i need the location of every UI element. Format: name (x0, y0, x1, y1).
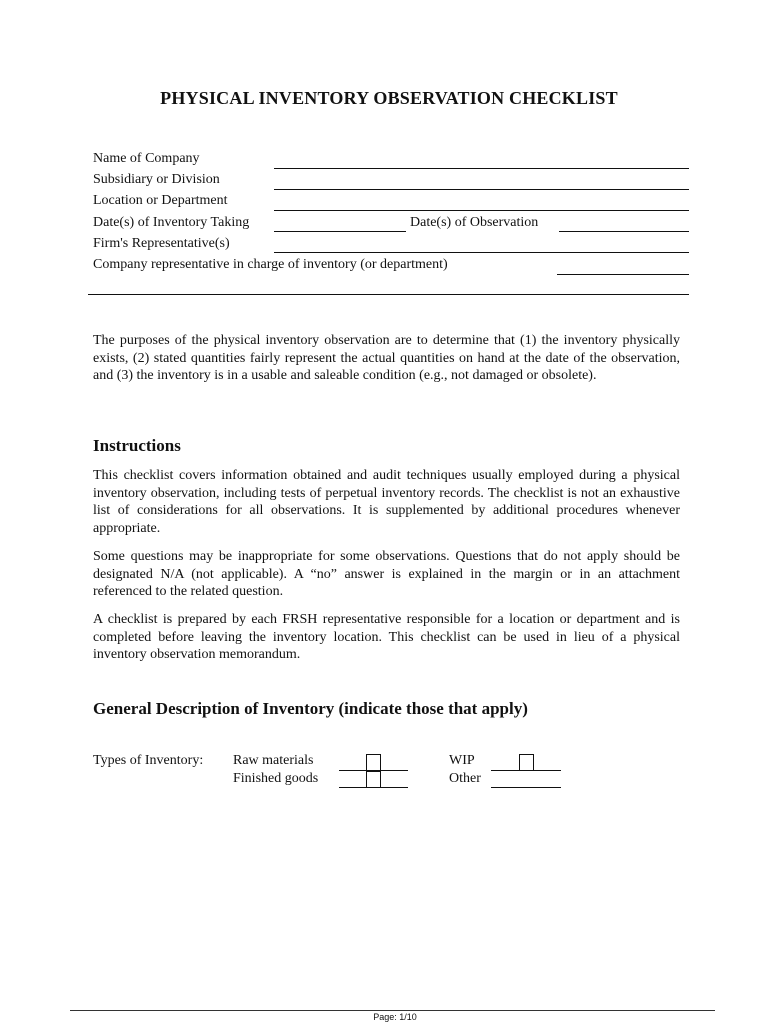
observation-dates-label: Date(s) of Observation (410, 215, 539, 230)
firm-rep-field[interactable] (274, 252, 689, 253)
wip-label: WIP (449, 753, 475, 768)
observation-dates-field[interactable] (559, 231, 689, 232)
company-rep-label: Company representative in charge of inventory (or department) (93, 257, 448, 272)
wip-checkbox[interactable] (519, 754, 534, 771)
finished-goods-checkbox[interactable] (366, 771, 381, 788)
raw-materials-checkbox[interactable] (366, 754, 381, 771)
company-name-field[interactable] (274, 168, 689, 169)
header-divider (88, 294, 689, 295)
general-description-heading: General Description of Inventory (indicate those that apply) (93, 699, 528, 718)
instructions-paragraph-2: Some questions may be inappropriate for some observations. Questions that do not apply should be designated N/A (not applicable). A “no” answer is explained in the margin or in an attachment referenced to the related question. (93, 549, 680, 599)
subsidiary-field[interactable] (274, 189, 689, 190)
inventory-dates-label: Date(s) of Inventory Taking (93, 215, 250, 230)
location-label: Location or Department (93, 193, 228, 208)
purpose-paragraph: The purposes of the physical inventory observation are to determine that (1) the inventory physically exists, (2) stated quantities fairly represent the actual quantities on hand at the date of the observation, and (3) the inventory is in a usable and saleable condition (e.g., not damaged or obsolete). (93, 333, 680, 383)
page-number: Page: 1/10 (373, 1012, 417, 1022)
other-label: Other (449, 771, 481, 786)
footer-rule (70, 1010, 715, 1011)
subsidiary-label: Subsidiary or Division (93, 172, 220, 187)
instructions-paragraph-3: A checklist is prepared by each FRSH representative responsible for a location or department and is completed before leaving the inventory location. This checklist can be used in lieu of a physical inventory observation memorandum. (93, 612, 680, 662)
finished-goods-label: Finished goods (233, 771, 319, 786)
raw-materials-label: Raw materials (233, 753, 314, 768)
page-title: PHYSICAL INVENTORY OBSERVATION CHECKLIST (160, 88, 618, 108)
firm-rep-label: Firm's Representative(s) (93, 236, 230, 251)
types-of-inventory-label: Types of Inventory: (93, 753, 204, 768)
location-field[interactable] (274, 210, 689, 211)
company-rep-field[interactable] (557, 274, 689, 275)
company-name-label: Name of Company (93, 151, 200, 166)
instructions-heading: Instructions (93, 436, 181, 455)
other-field[interactable] (491, 787, 561, 788)
instructions-paragraph-1: This checklist covers information obtained and audit techniques usually employed during a physical inventory observation, including tests of perpetual inventory records. The checklist is not an exhaustive list of considerations for all observations. It is supplemented by additional procedures whenever appropriate. (93, 468, 680, 536)
inventory-dates-field[interactable] (274, 231, 406, 232)
